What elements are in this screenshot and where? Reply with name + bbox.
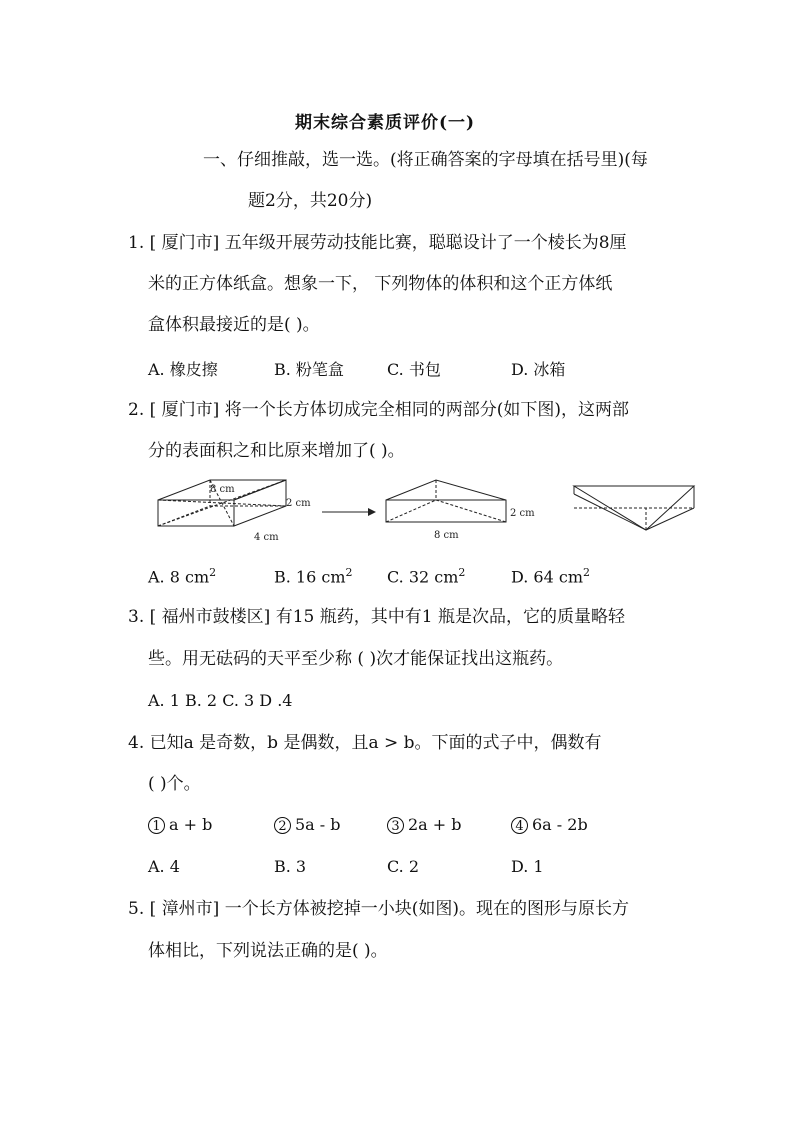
- option-c: C. 32 $cm^2$: [387, 566, 466, 587]
- question-text-line: 5. [ 漳州市] 一个长方体被挖掉一小块(如图)。现在的图形与原长方: [128, 899, 629, 919]
- half-prism-side: [574, 486, 694, 530]
- question-text-line: 2. [ 厦门市] 将一个长方体切成完全相同的两部分(如下图)，这两部: [128, 400, 629, 420]
- arrow-right-icon: [322, 508, 376, 516]
- option-b: B. 3: [274, 857, 307, 876]
- circled-number: 2: [274, 817, 291, 834]
- half-height-label: 2 cm: [510, 508, 535, 519]
- question-text-line: ( )个。: [148, 774, 201, 794]
- question-text-line: 米的正方体纸盒。想象一下， 下列物体的体积和这个正方体纸: [148, 274, 613, 294]
- section-heading-line2: 题2分，共20分): [248, 191, 373, 211]
- section-heading-line1: 一、仔细推敲，选一选。(将正确答案的字母填在括号里)(每: [203, 150, 648, 170]
- option-b: B. 粉笔盒: [274, 360, 344, 379]
- option-a: A. 8 $cm^2$: [148, 566, 217, 587]
- page-title: 期末综合素质评价(一): [295, 113, 476, 133]
- question-text-line: 体相比，下列说法正确的是( )。: [148, 941, 388, 961]
- expression-4: 4 6a - 2b: [511, 815, 588, 834]
- question-text-line: 盒体积最接近的是( )。: [148, 315, 320, 335]
- options-line: A. 1 B. 2 C. 3 D .4: [148, 691, 293, 710]
- expression-1: 1 a + b: [148, 815, 212, 834]
- box-height-label: 2 cm: [286, 498, 311, 509]
- half-length-label: 8 cm: [434, 530, 459, 541]
- circled-number: 4: [511, 817, 528, 834]
- half-prism-front: [386, 480, 506, 522]
- option-c: C. 书包: [387, 360, 441, 379]
- question-text-line: 些。用无砝码的天平至少称 ( )次才能保证找出这瓶药。: [148, 649, 564, 669]
- question-text-line: 1. [ 厦门市] 五年级开展劳动技能比赛，聪聪设计了一个棱长为8厘: [128, 233, 627, 253]
- option-d: D. 冰箱: [511, 360, 566, 379]
- circled-number: 1: [148, 817, 165, 834]
- cuboid-cut-figure: [150, 476, 698, 546]
- option-b: B. 16 $cm^2$: [274, 566, 353, 587]
- expression-2: 2 5a - b: [274, 815, 341, 834]
- option-c: C. 2: [387, 857, 420, 876]
- option-d: D. 64 $cm^2$: [511, 566, 591, 587]
- box-length-label: 8 cm: [210, 484, 235, 495]
- box-width-label: 4 cm: [254, 532, 279, 543]
- question-text-line: 3. [ 福州市鼓楼区] 有15 瓶药，其中有1 瓶是次品，它的质量略轻: [128, 607, 625, 627]
- option-d: D. 1: [511, 857, 544, 876]
- expression-3: 3 2a + b: [387, 815, 462, 834]
- question-text-line: 4. 已知a 是奇数，b 是偶数，且a > b。下面的式子中，偶数有: [128, 733, 602, 753]
- question-text-line: 分的表面积之和比原来增加了( )。: [148, 441, 405, 461]
- option-a: A. 橡皮擦: [148, 360, 218, 379]
- circled-number: 3: [387, 817, 404, 834]
- option-a: A. 4: [148, 857, 180, 876]
